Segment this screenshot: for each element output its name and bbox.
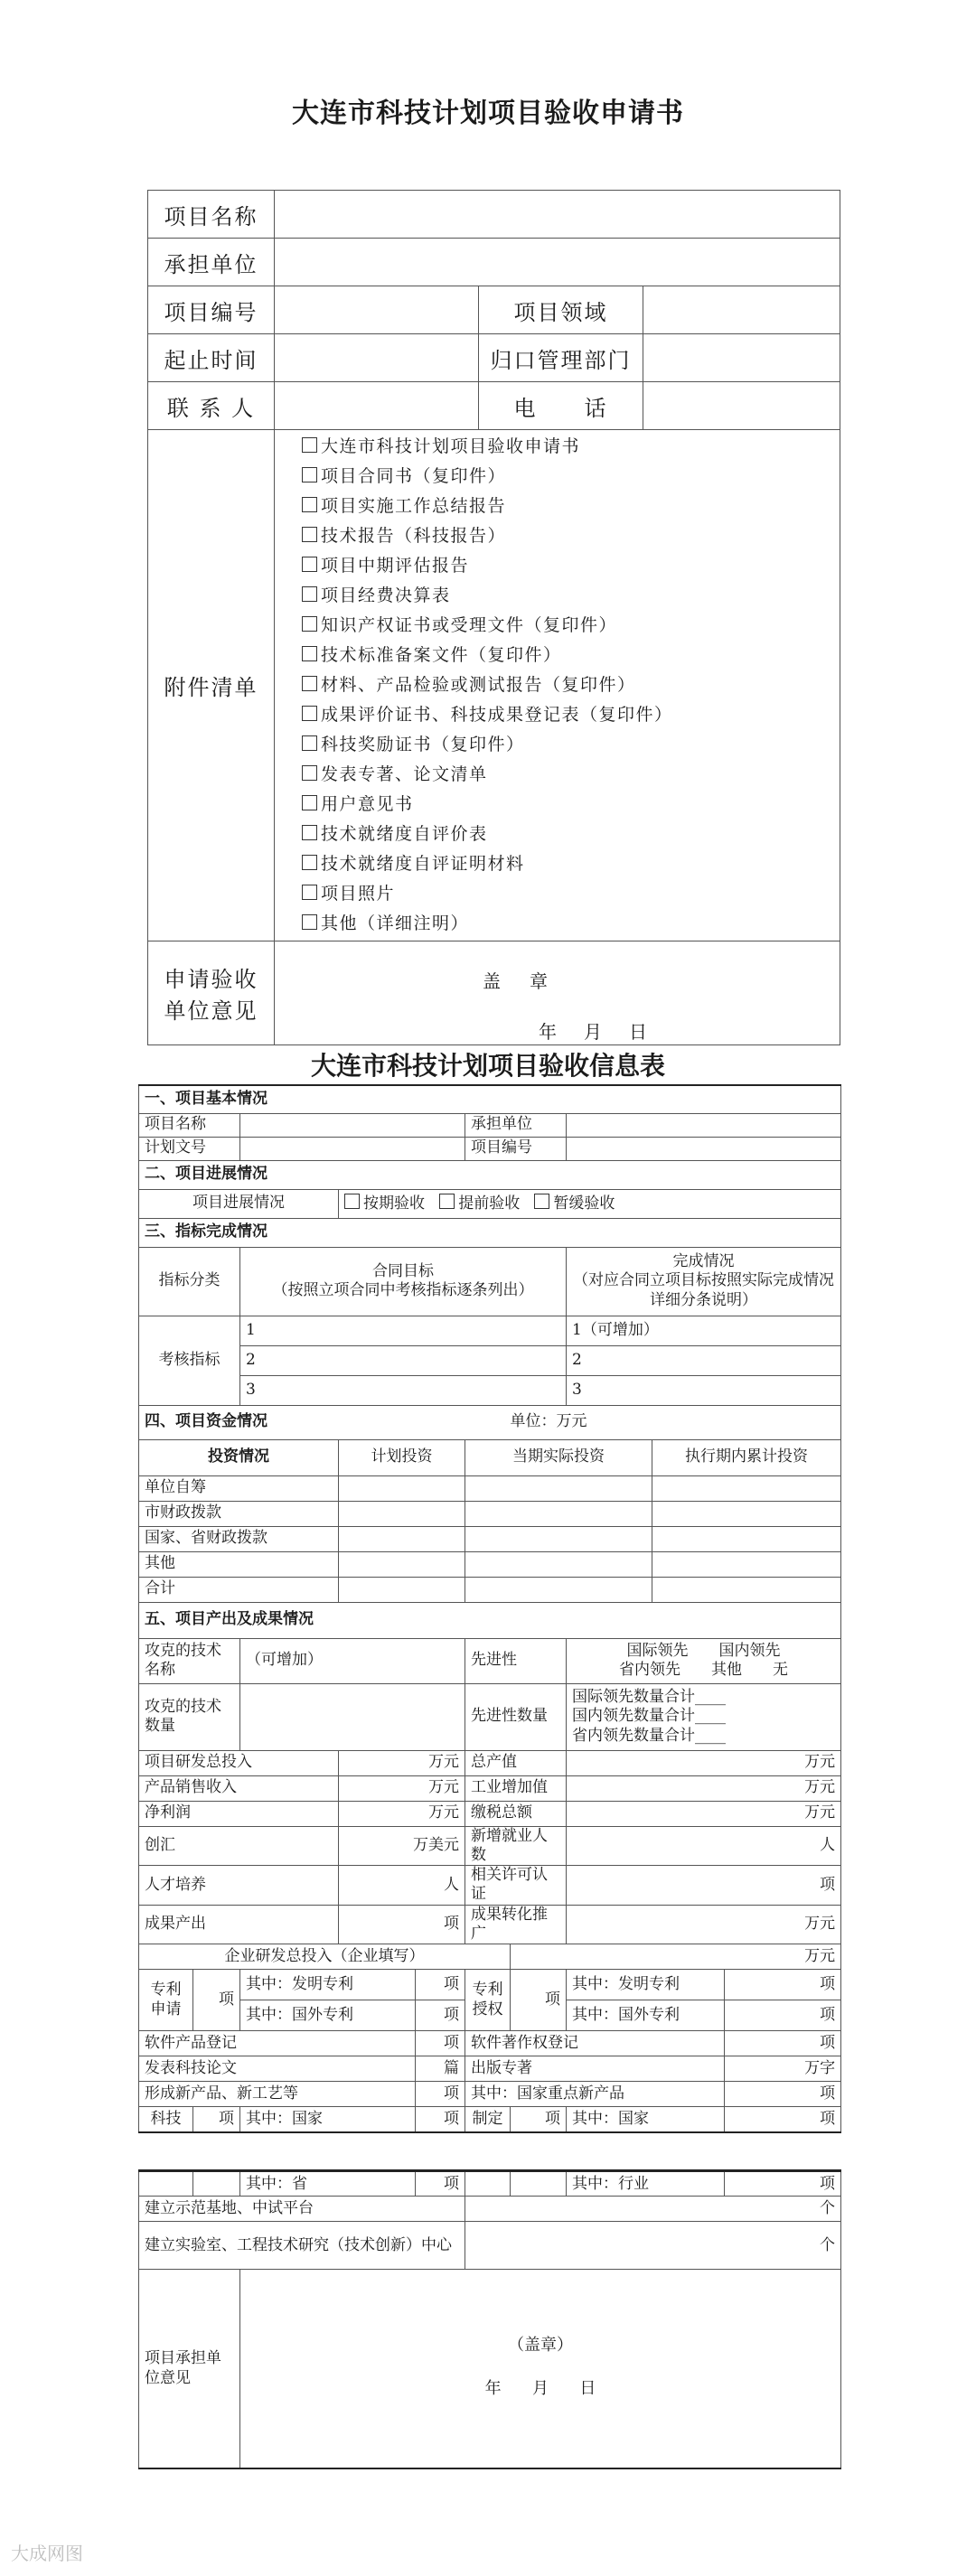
attachment-item[interactable]: 成果评价证书、科技成果登记表（复印件） bbox=[302, 700, 832, 730]
lab-count[interactable]: 个 bbox=[465, 2222, 841, 2270]
s1-name-field[interactable] bbox=[240, 1113, 465, 1137]
s5-rd-label: 企业研发总投入（企业填写） bbox=[139, 1944, 511, 1970]
attachment-item[interactable]: 知识产权证书或受理文件（复印件） bbox=[302, 611, 832, 641]
attachment-item[interactable]: 其他（详细注明） bbox=[302, 909, 832, 939]
demo-base-count[interactable]: 个 bbox=[465, 2197, 841, 2222]
option-early[interactable]: 提前验收 bbox=[439, 1194, 520, 1213]
project-field-field[interactable] bbox=[643, 286, 840, 334]
s5-metric-label: 创汇 bbox=[139, 1826, 339, 1866]
foreign-apply-label: 其中：国外专利 bbox=[240, 2000, 416, 2031]
blank-cell bbox=[511, 2171, 567, 2197]
s3-done-1[interactable]: 1（可增加） bbox=[567, 1316, 841, 1345]
info-sheet-title: 大连市科技计划项目验收信息表 bbox=[310, 1051, 665, 1081]
s5-metric-value[interactable]: 万元 bbox=[339, 1775, 465, 1801]
checkbox[interactable] bbox=[302, 646, 317, 661]
s5-metric-value[interactable]: 人 bbox=[567, 1826, 841, 1866]
s5-metric-value[interactable]: 万元 bbox=[567, 1750, 841, 1775]
s5-tech-count-label: 攻克的技术数量 bbox=[139, 1683, 240, 1750]
period-field[interactable] bbox=[275, 334, 479, 382]
s4-cell[interactable] bbox=[339, 1475, 465, 1501]
attachment-item[interactable]: 发表专著、论文清单 bbox=[302, 760, 832, 790]
s2-progress-options bbox=[339, 1189, 841, 1218]
s4-cell[interactable] bbox=[339, 1501, 465, 1526]
checkbox[interactable] bbox=[302, 825, 317, 840]
phone-label: 电 话 bbox=[479, 382, 643, 430]
section-indicators: 三、指标完成情况 bbox=[139, 1218, 841, 1247]
section-progress: 二、项目进展情况 bbox=[139, 1160, 841, 1189]
blank-cell bbox=[193, 2171, 240, 2197]
s5-adv-count-label: 先进性数量 bbox=[465, 1683, 567, 1750]
s4-col-investment: 投资情况 bbox=[139, 1439, 339, 1475]
undertaker-opinion-label: 项目承担单位意见 bbox=[139, 2270, 240, 2468]
software-reg-label: 软件产品登记 bbox=[139, 2031, 416, 2056]
s4-row-label: 单位自筹 bbox=[139, 1475, 339, 1501]
checkbox[interactable] bbox=[302, 497, 317, 512]
s3-target-header: 合同目标 （按照立项合同中考核指标逐条列出） bbox=[240, 1247, 567, 1316]
checkbox[interactable] bbox=[302, 437, 317, 453]
patent-apply-label: 专利申请 bbox=[139, 1970, 193, 2031]
make-label: 制定 bbox=[465, 2107, 511, 2132]
checkbox[interactable] bbox=[302, 706, 317, 721]
attachment-item[interactable]: 项目实施工作总结报告 bbox=[302, 492, 832, 521]
software-reg-count[interactable]: 项 bbox=[416, 2031, 465, 2056]
key-product-label: 其中：国家重点新产品 bbox=[465, 2082, 725, 2107]
checkbox[interactable] bbox=[302, 795, 317, 810]
s5-adv-label: 先进性 bbox=[465, 1638, 567, 1683]
s5-metric-label: 成果转化推广 bbox=[465, 1905, 567, 1944]
s4-unit: 单位：万元 bbox=[511, 1405, 841, 1439]
s2-progress-label: 项目进展情况 bbox=[139, 1189, 339, 1218]
s5-tech-name-hint[interactable]: （可增加） bbox=[240, 1638, 465, 1683]
period-label: 起止时间 bbox=[148, 334, 275, 382]
tech-label: 科技 bbox=[139, 2107, 193, 2132]
s5-adv-count-field[interactable]: 国际领先数量合计____ 国内领先数量合计____ 省内领先数量合计____ bbox=[567, 1683, 841, 1750]
s3-target-1[interactable]: 1 bbox=[240, 1316, 567, 1345]
foreign-grant-count[interactable]: 项 bbox=[725, 2000, 841, 2031]
s4-row-label: 其他 bbox=[139, 1551, 339, 1577]
s4-row-label: 市财政拨款 bbox=[139, 1501, 339, 1526]
software-copy-count[interactable]: 项 bbox=[725, 2031, 841, 2056]
s5-tech-count-field[interactable] bbox=[240, 1683, 465, 1750]
applicant-opinion-label: 申请验收 单位意见 bbox=[148, 941, 275, 1045]
provincial-label: 其中：省 bbox=[240, 2171, 416, 2197]
s4-col-planned: 计划投资 bbox=[339, 1439, 465, 1475]
dept-label: 归口管理部门 bbox=[479, 334, 643, 382]
s4-cell[interactable] bbox=[652, 1577, 841, 1602]
unit-seal-date: 年 月 日 bbox=[484, 2379, 596, 2398]
applicant-opinion-field[interactable] bbox=[275, 941, 840, 1045]
patent-grant-label: 专利授权 bbox=[465, 1970, 511, 2031]
invention-apply-count[interactable]: 项 bbox=[416, 1970, 465, 2000]
s4-col-actual: 当期实际投资 bbox=[465, 1439, 652, 1475]
make-national-count[interactable]: 项 bbox=[725, 2107, 841, 2132]
option-on-time[interactable]: 按期验收 bbox=[344, 1194, 425, 1213]
attachment-item[interactable]: 项目经费决算表 bbox=[302, 581, 832, 611]
s3-done-header: 完成情况 （对应合同立项目标按照实际完成情况详细分条说明） bbox=[567, 1247, 841, 1316]
new-product-label: 形成新产品、新工艺等 bbox=[139, 2082, 416, 2107]
patent-apply-count[interactable]: 项 bbox=[193, 1970, 240, 2031]
s5-metric-value[interactable]: 万美元 bbox=[339, 1826, 465, 1866]
attachment-item[interactable]: 大连市科技计划项目验收申请书 bbox=[302, 432, 832, 462]
section-output: 五、项目产出及成果情况 bbox=[139, 1602, 841, 1638]
s5-metric-label: 项目研发总投入 bbox=[139, 1750, 339, 1775]
attachment-item[interactable]: 材料、产品检验或测试报告（复印件） bbox=[302, 670, 832, 700]
s4-row-label: 合计 bbox=[139, 1577, 339, 1602]
s1-plan-no-field[interactable] bbox=[240, 1137, 465, 1160]
industry-count[interactable]: 项 bbox=[725, 2171, 841, 2197]
s3-target-3[interactable]: 3 bbox=[240, 1375, 567, 1405]
s1-plan-no-label: 计划文号 bbox=[139, 1137, 240, 1160]
paper-label: 发表科技论文 bbox=[139, 2056, 416, 2082]
contact-label: 联 系 人 bbox=[148, 382, 275, 430]
s5-metric-label: 产品销售收入 bbox=[139, 1775, 339, 1801]
s5-metric-value[interactable]: 项 bbox=[567, 1866, 841, 1906]
invention-grant-label: 其中：发明专利 bbox=[567, 1970, 725, 2000]
s1-undertaker-label: 承担单位 bbox=[465, 1113, 567, 1137]
attachments-list bbox=[275, 430, 840, 941]
s5-metric-label: 成果产出 bbox=[139, 1905, 339, 1944]
s5-metric-label: 相关许可认证 bbox=[465, 1866, 567, 1906]
attachment-item[interactable]: 技术就绪度自评价表 bbox=[302, 820, 832, 849]
s5-metric-label: 净利润 bbox=[139, 1801, 339, 1826]
s4-cell[interactable] bbox=[652, 1475, 841, 1501]
blank-cell bbox=[139, 2171, 193, 2197]
info-sheet-table bbox=[138, 1084, 841, 2133]
blank-cell bbox=[465, 2171, 511, 2197]
s1-undertaker-field[interactable] bbox=[567, 1113, 841, 1137]
s5-metric-value[interactable]: 万元 bbox=[339, 1801, 465, 1826]
provincial-count[interactable]: 项 bbox=[416, 2171, 465, 2197]
checkbox[interactable] bbox=[302, 855, 317, 870]
s5-rd-field[interactable]: 万元 bbox=[511, 1944, 841, 1970]
lab-label: 建立实验室、工程技术研究（技术创新）中心 bbox=[139, 2222, 465, 2270]
invention-apply-label: 其中：发明专利 bbox=[240, 1970, 416, 2000]
checkbox[interactable] bbox=[302, 885, 317, 900]
phone-field[interactable] bbox=[643, 382, 840, 430]
attachments-label: 附件清单 bbox=[148, 430, 275, 941]
checkbox[interactable] bbox=[302, 557, 317, 572]
s5-metric-label: 缴税总额 bbox=[465, 1801, 567, 1826]
foreign-apply-count[interactable]: 项 bbox=[416, 2000, 465, 2031]
s5-metric-value[interactable]: 万元 bbox=[567, 1905, 841, 1944]
s4-cell[interactable] bbox=[465, 1526, 652, 1551]
s5-metric-label: 工业增加值 bbox=[465, 1775, 567, 1801]
s5-metric-label: 新增就业人数 bbox=[465, 1826, 567, 1866]
checkbox[interactable] bbox=[302, 467, 317, 482]
invention-grant-count[interactable]: 项 bbox=[725, 1970, 841, 2000]
book-count[interactable]: 万字 bbox=[725, 2056, 841, 2082]
s4-cell[interactable] bbox=[339, 1551, 465, 1577]
s5-tech-name-label: 攻克的技术名称 bbox=[139, 1638, 240, 1683]
application-form-title: 大连市科技计划项目验收申请书 bbox=[292, 98, 684, 129]
attachment-item[interactable]: 项目中期评估报告 bbox=[302, 551, 832, 581]
attachment-item[interactable]: 用户意见书 bbox=[302, 790, 832, 820]
project-name-field[interactable] bbox=[275, 191, 840, 239]
checkbox[interactable] bbox=[302, 586, 317, 602]
attachment-item[interactable]: 技术就绪度自评证明材料 bbox=[302, 849, 832, 879]
s5-metric-label: 人才培养 bbox=[139, 1866, 339, 1906]
s5-metric-value[interactable]: 万元 bbox=[339, 1750, 465, 1775]
s1-name-label: 项目名称 bbox=[139, 1113, 240, 1137]
project-no-label: 项目编号 bbox=[148, 286, 275, 334]
application-form-table bbox=[147, 190, 840, 1045]
section-basic-info: 一、项目基本情况 bbox=[139, 1085, 841, 1113]
checkbox[interactable] bbox=[302, 765, 317, 781]
s5-metric-label: 总产值 bbox=[465, 1750, 567, 1775]
undertaker-field[interactable] bbox=[275, 239, 840, 286]
s4-col-cumulative: 执行期内累计投资 bbox=[652, 1439, 841, 1475]
make-count[interactable]: 项 bbox=[511, 2107, 567, 2132]
book-label: 出版专著 bbox=[465, 2056, 725, 2082]
attachment-item[interactable]: 技术报告（科技报告） bbox=[302, 521, 832, 551]
project-name-label: 项目名称 bbox=[148, 191, 275, 239]
checkbox[interactable] bbox=[302, 914, 317, 930]
option-postpone[interactable]: 暂缓验收 bbox=[534, 1194, 615, 1213]
s4-cell[interactable] bbox=[652, 1501, 841, 1526]
dept-field[interactable] bbox=[643, 334, 840, 382]
foreign-grant-label: 其中：国外专利 bbox=[567, 2000, 725, 2031]
s4-cell[interactable] bbox=[652, 1526, 841, 1551]
checkbox[interactable] bbox=[302, 616, 317, 632]
make-national-label: 其中：国家 bbox=[567, 2107, 725, 2132]
s5-metric-value[interactable]: 人 bbox=[339, 1866, 465, 1906]
attachment-item[interactable]: 项目照片 bbox=[302, 879, 832, 909]
s3-category-header: 指标分类 bbox=[139, 1247, 240, 1316]
checkbox[interactable] bbox=[302, 527, 317, 542]
s5-metric-value[interactable]: 万元 bbox=[567, 1775, 841, 1801]
watermark: 大成网图 bbox=[11, 2543, 83, 2564]
s3-done-3[interactable]: 3 bbox=[567, 1375, 841, 1405]
attachment-item[interactable]: 技术标准备案文件（复印件） bbox=[302, 641, 832, 670]
s4-cell[interactable] bbox=[339, 1526, 465, 1551]
undertaker-label: 承担单位 bbox=[148, 239, 275, 286]
tech-national-label: 其中：国家 bbox=[240, 2107, 416, 2132]
s1-project-no-field[interactable] bbox=[567, 1137, 841, 1160]
attachment-item[interactable]: 科技奖励证书（复印件） bbox=[302, 730, 832, 760]
tech-count[interactable]: 项 bbox=[193, 2107, 240, 2132]
s3-target-2[interactable]: 2 bbox=[240, 1345, 567, 1375]
new-product-count[interactable]: 项 bbox=[416, 2082, 465, 2107]
undertaker-opinion-field[interactable] bbox=[240, 2270, 841, 2468]
s3-indicator-label: 考核指标 bbox=[139, 1316, 240, 1405]
s5-metric-value[interactable]: 万元 bbox=[567, 1801, 841, 1826]
project-field-label: 项目领域 bbox=[479, 286, 643, 334]
contact-field[interactable] bbox=[275, 382, 479, 430]
seal-date: 年 月 日 bbox=[539, 1021, 649, 1043]
s4-cell[interactable] bbox=[339, 1577, 465, 1602]
s4-cell[interactable] bbox=[465, 1501, 652, 1526]
info-sheet-continued-table bbox=[138, 2169, 841, 2469]
s4-cell[interactable] bbox=[652, 1551, 841, 1577]
s4-row-label: 国家、省财政拨款 bbox=[139, 1526, 339, 1551]
key-product-count[interactable]: 项 bbox=[725, 2082, 841, 2107]
unit-seal-label: （盖章） bbox=[508, 2336, 573, 2355]
s4-cell[interactable] bbox=[465, 1577, 652, 1602]
s5-metric-value[interactable]: 项 bbox=[339, 1905, 465, 1944]
paper-count[interactable]: 篇 bbox=[416, 2056, 465, 2082]
checkbox[interactable] bbox=[302, 676, 317, 691]
s3-done-2[interactable]: 2 bbox=[567, 1345, 841, 1375]
s5-adv-options[interactable]: 国际领先 国内领先 省内领先 其他 无 bbox=[567, 1638, 841, 1683]
checkbox[interactable] bbox=[302, 735, 317, 751]
software-copy-label: 软件著作权登记 bbox=[465, 2031, 725, 2056]
industry-label: 其中：行业 bbox=[567, 2171, 725, 2197]
project-no-field[interactable] bbox=[275, 286, 479, 334]
patent-grant-count[interactable]: 项 bbox=[511, 1970, 567, 2031]
s4-cell[interactable] bbox=[465, 1551, 652, 1577]
tech-national-count[interactable]: 项 bbox=[416, 2107, 465, 2132]
demo-base-label: 建立示范基地、中试平台 bbox=[139, 2197, 465, 2222]
s4-cell[interactable] bbox=[465, 1475, 652, 1501]
section-funds: 四、项目资金情况 bbox=[139, 1405, 511, 1439]
s1-project-no-label: 项目编号 bbox=[465, 1137, 567, 1160]
seal-label: 盖 章 bbox=[483, 970, 553, 992]
attachment-item[interactable]: 项目合同书（复印件） bbox=[302, 462, 832, 492]
